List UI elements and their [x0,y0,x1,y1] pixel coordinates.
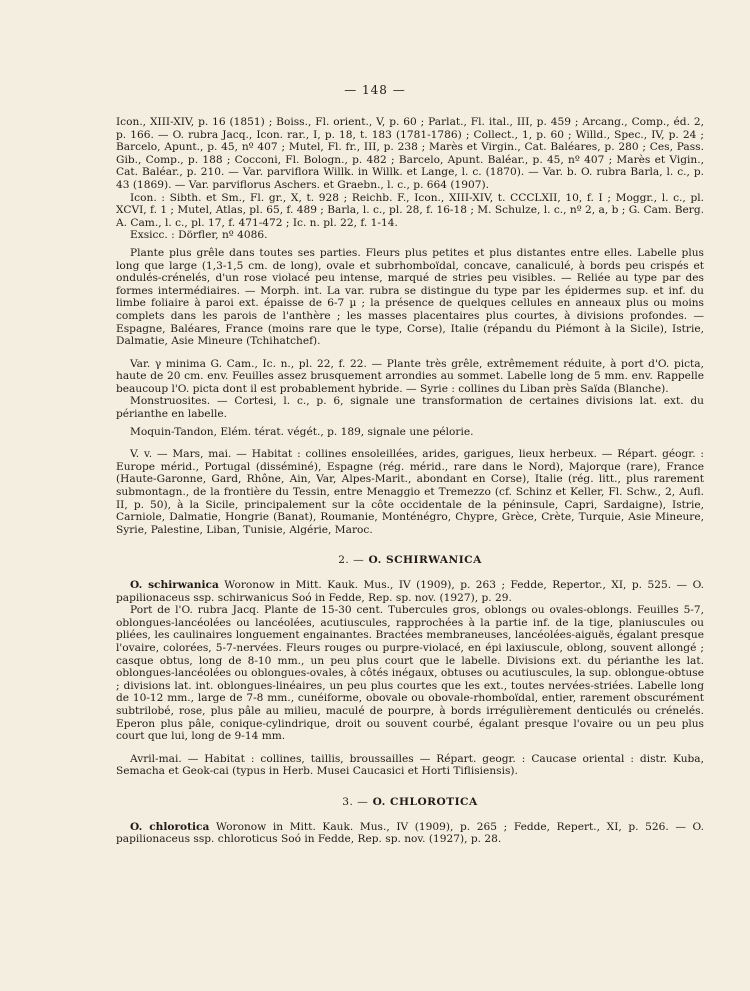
description-paragraph: Plante plus grêle dans toutes ses parties. Fleurs plus petites et plus distantes entre elles. Labelle plus long que large (1,3-1,5 cm. de long), ovale et subrhomboïdal, concave, canaliculé, à bords peu crispés et ondulés-crénelés, d'un rose violacé peu intense, marqué de stries peu visibles. — Reliée au type par des formes intermédiaires. — Morph. int. La var. rubra se distingue du type par les épidermes sup. et inf. du limbe foliaire à paroi ext. épaisse de 6-7 µ ; la présence de quelques cellules en anneaux plus ou moins complets dans les parois de l'anthère ; les masses placentaires plus courtes, à divisions profondes. — Espagne, Baléares, France (moins rare que le type, Corse), Italie (répandu du Piémont à la Sicile), Istrie, Dalmatie, Asie Mineure (Tchihatchef). [116,246,704,348]
moquin-paragraph: Moquin-Tandon, Elém. térat. végét., p. 189, signale une pélorie. [130,425,474,438]
section-title: O. CHLOROTICA [372,795,478,808]
section-number: 2. — [338,554,365,567]
taxon-citation: Woronow in Mitt. Kauk. Mus., IV (1909), p. 263 ; Fedde, Repertor., XI, p. 525. — O. papilionaceus ssp. schirwanicus Soó in Fedde, Rep. sp. nov. (1927), p. 29. [116,579,704,604]
synonymy-paragraph: Icon., XIII-XIV, p. 16 (1851) ; Boiss., Fl. orient., V, p. 60 ; Parlat., Fl. ital., III, p. 459 ; Arcang., Comp., éd. 2, p. 166. — O. rubra Jacq., Icon. rar., I, p. 18, t. 183 (1781-1786) ; Collect., 1, p. 60 ; Willd., Spec., IV, p. 24 ; Barcelo, Apunt., p. 45, nº 407 ; Mutel, Fl. fr., III, p. 238 ; Marès et Virgin., Cat. Baléares, p. 280 ; Ces, Pass. Gib., Comp., p. 188 ; Cocconi, Fl. Bologn., p. 482 ; Barcelo, Apunt. Baléar., p. 45, nº 407 ; Marès et Vigin., Cat. Baléar., p. 210. — Var. parviflora Willk. in Willk. et Lange, l. c. (1870). — Var. b. O. rubra Barla, l. c., p. 43 (1869). — Var. parviflorus Aschers. et Graebn., l. c., p. 664 (1907). [116,116,704,191]
icon-references: Icon. : Sibth. et Sm., Fl. gr., X, t. 928 ; Reichb. F., Icon., XIII-XIV, t. CCCLXII, 10, f. I ; Moggr., l. c., pl. XCVI, f. 1 ; Mutel, Atlas, pl. 65, f. 489 ; Barla, l. c., pl. 28, f. 16-18 ; M. Schulze, l. c., nº 2, a, b ; G. Cam. Berg. A. Cam., l. c., pl. 17, f. 471-472 ; Ic. n. pl. 22, f. 1-14. [116,191,704,229]
schirwanica-description: Port de l'O. rubra Jacq. Plante de 15-30 cent. Tubercules gros, oblongs ou ovales-oblongs. Feuilles 5-7, oblongues-lancéolées ou lancéolées, acutiuscules, rapprochées à la partie inf. de la tige, planiuscules ou pliées, les caulinaires longuement engainantes. Bractées membraneuses, lancéolées-aiguës, égalant presque l'ovaire, colorées, 5-7-nervées. Fleurs rouges ou purpre-violacé, en épi laxiuscule, oblong, souvent allongé ; casque obtus, long de 8-10 mm., un peu plus court que le labelle. Divisions ext. du périanthe les lat. oblongues-lancéolées ou oblongues-ovales, à côtés inégaux, obtuses ou acutiuscules, la sup. oblongue-obtuse ; divisions lat. int. oblongues-linéaires, un peu plus courtes que les ext., toutes nervées-striées. Labelle long de 10-12 mm., large de 7-8 mm., cunéiforme, obovale ou obovale-rhomboïdal, entier, rarement obscurément subtrilobé, rose, plus pâle au milieu, maculé de pourpre, à bords irrégulièrement denticulés ou crénelés. Eperon plus pâle, conique-cylindrique, droit ou souvent courbé, égalant presque l'ovaire ou un peu plus court que lui, long de 9-14 mm. [116,604,704,743]
schirwanica-intro [116,579,704,604]
synonymy-block [116,116,704,242]
habitat-paragraph: V. v. — Mars, mai. — Habitat : collines ensoleillées, arides, garigues, lieux herbeux. — Répart. géogr. : Europe mérid., Portugal (disséminé), Espagne (rég. mérid., rare dans le Nord), Majorque (rare), France (Haute-Garonne, Gard, Rhône, Ain, Var, Alpes-Marit., abondant en Corse), Italie (rég. litt., plus rarement submontagn., de la frontière du Tessin, entre Menaggio et Tremezzo (cf. Schinz et Keller, Fl. Schw., 2, Aufl. II, p. 50), à la Sicile, principalement sur la côte occidentale de la péninsule, Capri, Sardaigne), Istrie, Carniole, Dalmatie, Hongrie (Banat), Roumanie, Monténégro, Chypre, Grèce, Crète, Turquie, Asie Mineure, Syrie, Palestine, Liban, Tunisie, Algérie, Maroc. [116,448,704,536]
taxon-citation: Woronow in Mitt. Kauk. Mus., IV (1909), p. 265 ; Fedde, Repert., XI, p. 526. — O. papilionaceus ssp. chloroticus Soó in Fedde, Rep. sp. nov. (1927), p. 28. [116,820,704,846]
page-number: — 148 — [344,83,406,97]
chlorotica-intro [116,821,704,846]
variety-paragraph: Var. γ minima G. Cam., Ic. n., pl. 22, f. 22. — Plante très grêle, extrêmement réduite, à port d'O. picta, haute de 20 cm. env. Feuilles assez brusquement arrondies au sommet. Labelle long de 5 mm. env. Rappelle beaucoup l'O. picta dont il est probablement hybride. — Syrie : collines du Liban près Saïda (Blanche). [116,357,704,395]
section-heading-schirwanica [116,554,704,567]
section-number: 3. — [342,795,369,808]
section-title: O. SCHIRWANICA [368,554,482,567]
schirwanica-habitat: Avril-mai. — Habitat : collines, taillis, broussailles — Répart. geogr. : Caucase oriental : distr. Kuba, Semacha et Geok-cai (typus in Herb. Musei Caucasici et Horti Tiflisiensis). [116,752,704,778]
taxon-name: O. schirwanica [130,579,219,591]
section-heading-chlorotica [116,796,704,809]
monstruosities-paragraph: Monstruosites. — Cortesi, l. c., p. 6, signale une transformation de certaines divisions lat. ext. du périanthe en labelle. [116,395,704,421]
taxon-name: O. chlorotica [130,820,210,833]
exsiccata: Exsicc. : Dörfler, nº 4086. [130,229,268,242]
